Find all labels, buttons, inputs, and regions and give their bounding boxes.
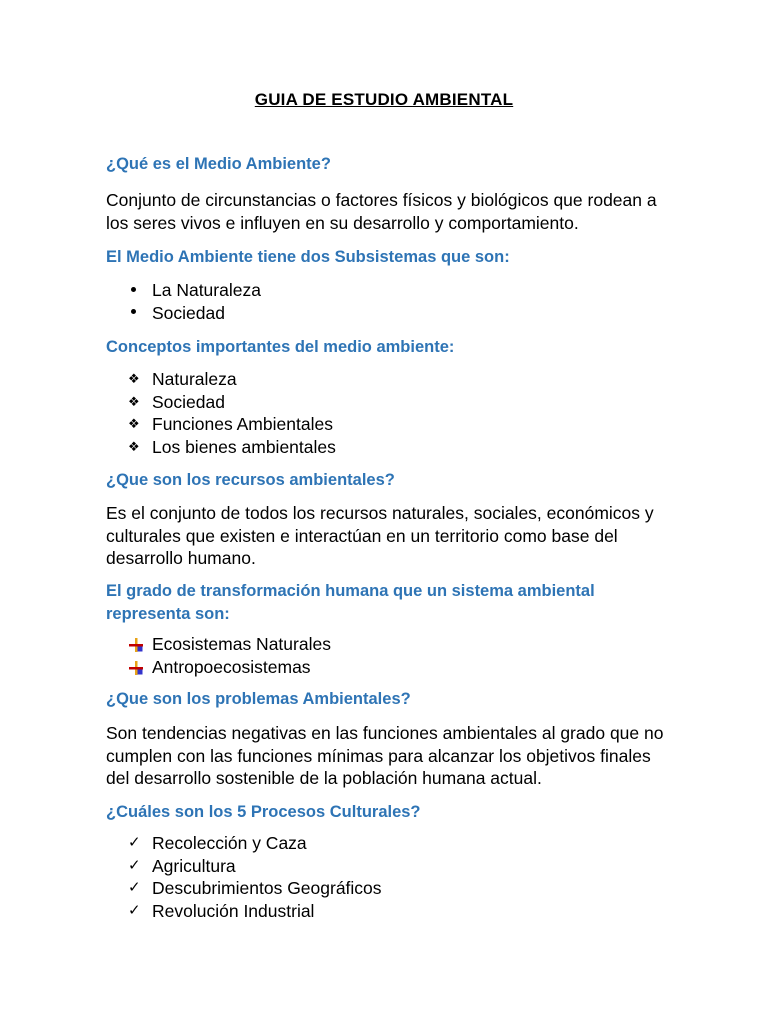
checkmark-bullet-icon: ✓ [128,879,141,896]
section-heading-medio-ambiente: ¿Qué es el Medio Ambiente? [106,155,331,173]
list-item [128,877,382,900]
section-heading-transformacion: El grado de transformación humana que un sistema ambiental representa son: [106,582,595,623]
procesos-list [128,832,382,922]
list-item-label: Descubrimientos Geográficos [152,878,382,898]
list-item [128,436,336,459]
list-item [128,391,336,414]
list-item [128,832,382,855]
list-item-label: Sociedad [152,302,225,323]
list-item-label: Naturaleza [152,369,237,389]
transformacion-list [128,633,331,678]
list-item [128,368,336,391]
checkmark-bullet-icon: ✓ [128,856,141,874]
section-paragraph-problemas: Son tendencias negativas en las funciones ambientales al grado que no cumplen con las funciones mínimas para alcanzar los objetivos finales del desarrollo sostenible de la población humana actual. [106,723,664,788]
subsistemas-list [128,279,261,324]
list-item-label: Ecosistemas Naturales [152,634,331,654]
list-item [128,302,261,325]
section-paragraph-medio-ambiente: Conjunto de circunstancias o factores físicos y biológicos que rodean a los seres vivos e influyen en su desarrollo y comportamiento. [106,190,657,233]
list-item [128,633,331,656]
section-heading-subsistemas: El Medio Ambiente tiene dos Subsistemas que son: [106,248,510,266]
dot-bullet-icon [128,302,148,325]
diamond-bullet-icon: ❖ [128,393,140,409]
section-heading-recursos: ¿Que son los recursos ambientales? [106,471,395,489]
list-item [128,413,336,436]
colored-cross-bullet-icon [128,656,148,679]
diamond-bullet-icon: ❖ [128,416,140,431]
list-item-label: Sociedad [152,391,225,412]
list-item-label: Antropoecosistemas [152,656,311,677]
list-item-label: Agricultura [152,855,236,876]
list-item-label: Revolución Industrial [152,900,315,921]
section-paragraph-recursos: Es el conjunto de todos los recursos naturales, sociales, económicos y culturales que existen e interactúan en un territorio como base del desarrollo humano. [106,503,654,568]
list-item-label: La Naturaleza [152,280,261,300]
list-item [128,656,331,679]
list-item-label: Los bienes ambientales [152,436,336,457]
conceptos-list [128,368,336,458]
checkmark-bullet-icon: ✓ [128,901,141,919]
section-heading-conceptos: Conceptos importantes del medio ambiente: [106,338,455,356]
list-item-label: Funciones Ambientales [152,414,333,434]
document-title: GUIA DE ESTUDIO AMBIENTAL [254,90,514,109]
list-item [128,279,261,302]
diamond-bullet-icon: ❖ [128,438,140,454]
list-item-label: Recolección y Caza [152,833,307,853]
dot-bullet-icon [128,279,148,302]
list-item [128,900,382,923]
diamond-bullet-icon: ❖ [128,371,140,386]
list-item [128,855,382,878]
colored-cross-bullet-icon [128,633,148,656]
section-heading-procesos: ¿Cuáles son los 5 Procesos Culturales? [106,803,421,821]
section-heading-problemas: ¿Que son los problemas Ambientales? [106,690,411,708]
checkmark-bullet-icon: ✓ [128,834,141,851]
